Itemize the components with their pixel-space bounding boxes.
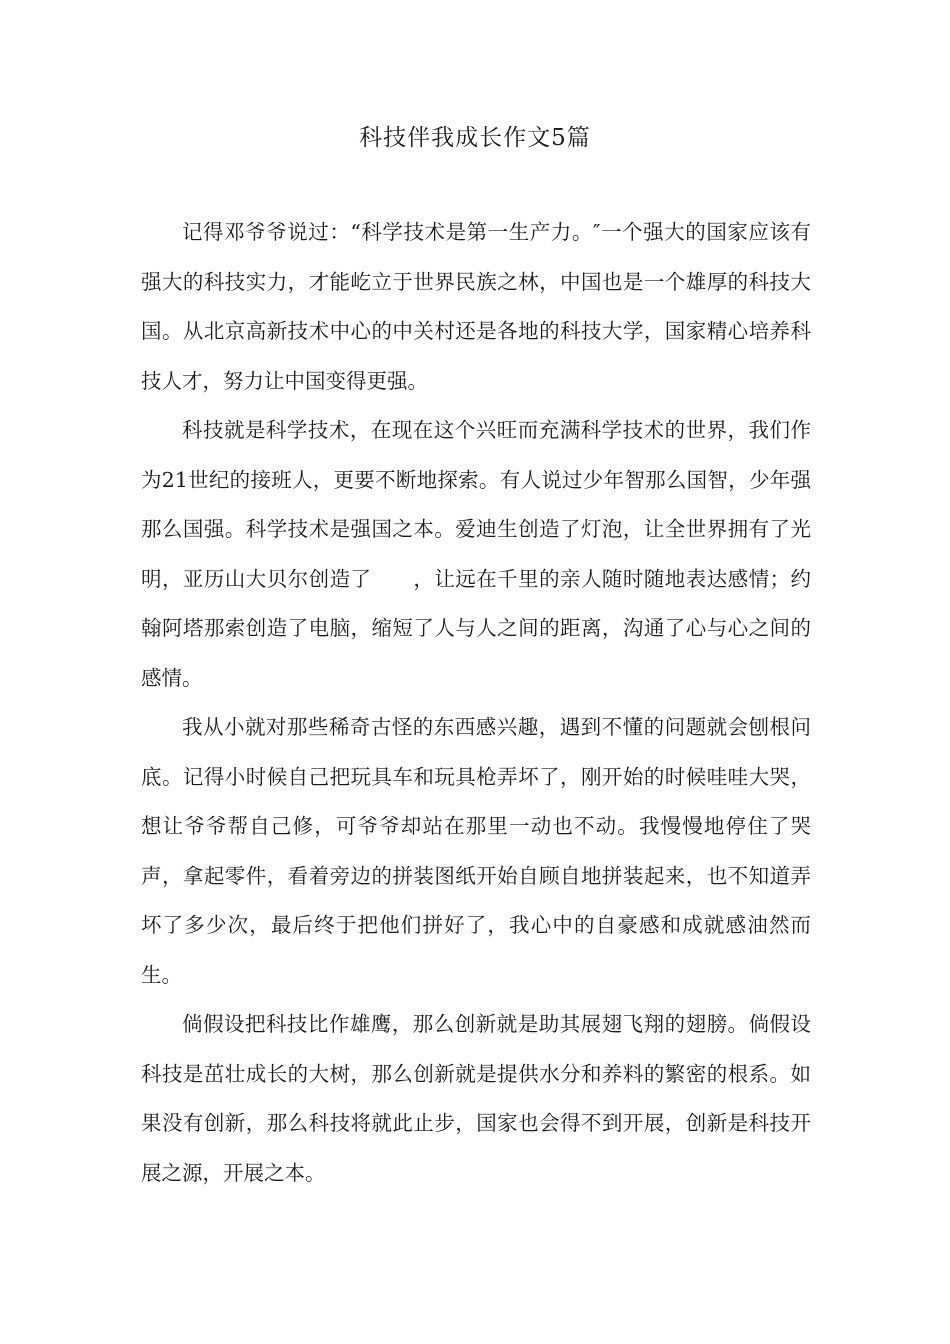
paragraph-2: 科技就是科学技术，在现在这个兴旺而充满科学技术的世界，我们作为21世纪的接班人，更要不断地探索。有人说过少年智那么国智，少年强那么国强。科学技术是强国之本。爱迪生创造了灯泡，让全世界拥有了光明，亚历山大贝尔创造了 ，让远在千里的亲人随时随地表达感情；约翰阿塔那索创造了电脑，缩短了人与人之间的距离，沟通了心与心之间的感情。 — [141, 418, 811, 690]
paragraph-3: 我从小就对那些稀奇古怪的东西感兴趣，遇到不懂的问题就会刨根问底。记得小时候自己把玩具车和玩具枪弄坏了，刚开始的时候哇哇大哭，想让爷爷帮自己修，可爷爷却站在那里一动也不动。我慢慢地停住了哭声，拿起零件，看着旁边的拼装图纸开始自顾自地拼装起来，也不知道弄坏了多少次，最后终于把他们拼好了，我心中的自豪感和成就感油然而生。 — [141, 715, 811, 987]
document-body — [141, 208, 811, 1198]
paragraph-4: 倘假设把科技比作雄鹰，那么创新就是助其展翅飞翔的翅膀。倘假设科技是茁壮成长的大树，那么创新就是提供水分和养料的繁密的根系。如果没有创新，那么科技将就此止步，国家也会得不到开展，创新是科技开展之源，开展之本。 — [141, 1012, 811, 1185]
paragraph-1: 记得邓爷爷说过：“科学技术是第一生产力。″一个强大的国家应该有强大的科技实力，才能屹立于世界民族之林，中国也是一个雄厚的科技大国。从北京高新技术中心的中关村还是各地的科技大学，国家精心培养科技人才，努力让中国变得更强。 — [141, 220, 811, 393]
document-title: 科技伴我成长作文5篇 — [359, 125, 591, 151]
